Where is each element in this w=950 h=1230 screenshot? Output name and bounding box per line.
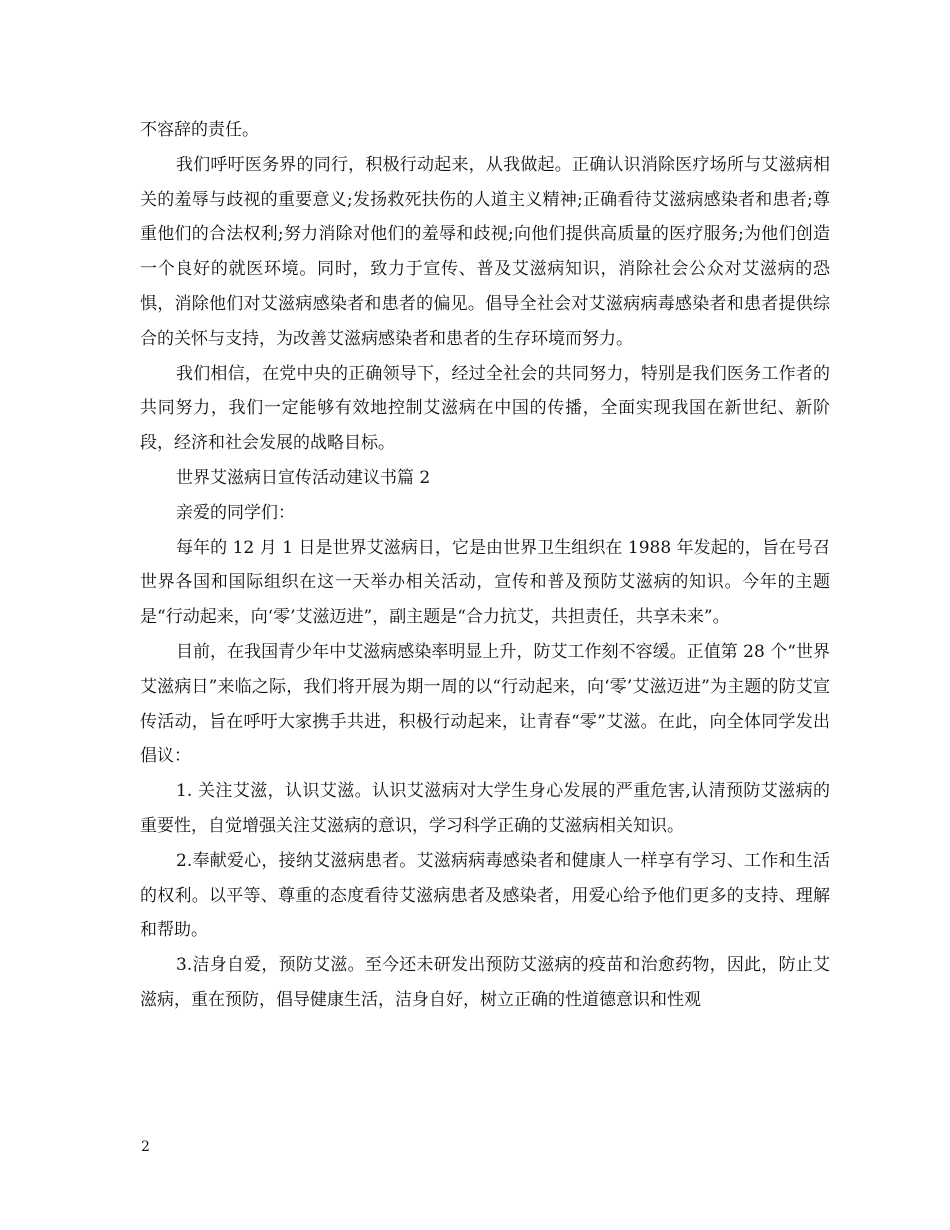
paragraph: 每年的 12 月 1 日是世界艾滋病日，它是由世界卫生组织在 1988 年发起的，旨在号召世界各国和国际组织在这一天举办相关活动，宣传和普及预防艾滋病的知识。今年的主题是“行动起来，向‘零’艾滋迈进”，副主题是“合力抗艾，共担责任，共享未来”。 [140, 537, 830, 628]
paragraph: 我们相信，在党中央的正确领导下，经过全社会的共同努力，特别是我们医务工作者的共同努力，我们一定能够有效地控制艾滋病在中国的传播，全面实现我国在新世纪、新阶段，经济和社会发展的战略目标。 [140, 363, 830, 454]
list-item: 2.奉献爱心，接纳艾滋病患者。艾滋病病毒感染者和健康人一样享有学习、工作和生活的权利。以平等、尊重的态度看待艾滋病患者及感染者，用爱心给予他们更多的支持、理解和帮助。 [140, 850, 830, 941]
salutation: 亲爱的同学们： [176, 502, 295, 523]
document-body [140, 113, 830, 1018]
paragraph: 不容辞的责任。 [140, 120, 259, 140]
paragraph: 目前，在我国青少年中艾滋病感染率明显上升，防艾工作刻不容缓。正值第 28 个“世界艾滋病日”来临之际，我们将开展为期一周的以“行动起来，向‘零’艾滋迈进”为主题的防艾宣传活动，旨在呼吁大家携手共进，积极行动起来，让青春“零”艾滋。在此，向全体同学发出倡议： [140, 641, 830, 767]
list-item: 3.洁身自爱，预防艾滋。至今还未研发出预防艾滋病的疫苗和治愈药物，因此，防止艾滋病，重在预防，倡导健康生活，洁身自好，树立正确的性道德意识和性观 [140, 955, 830, 1010]
page-number: 2 [141, 1139, 150, 1155]
list-item: 1. 关注艾滋，认识艾滋。认识艾滋病对大学生身心发展的严重危害,认清预防艾滋病的重要性，自觉增强关注艾滋病的意识，学习科学正确的艾滋病相关知识。 [140, 781, 830, 836]
paragraph: 我们呼吁医务界的同行，积极行动起来，从我做起。正确认识消除医疗场所与艾滋病相关的羞辱与歧视的重要意义;发扬救死扶伤的人道主义精神;正确看待艾滋病感染者和患者;尊重他们的合法权利;努力消除对他们的羞辱和歧视;向他们提供高质量的医疗服务;为他们创造一个良好的就医环境。同时，致力于宣传、普及艾滋病知识，消除社会公众对艾滋病的恐惧，消除他们对艾滋病感染者和患者的偏见。倡导全社会对艾滋病病毒感染者和患者提供综合的关怀与支持，为改善艾滋病感染者和患者的生存环境而努力。 [140, 154, 830, 349]
section-heading: 世界艾滋病日宣传活动建议书篇 2 [176, 467, 431, 488]
